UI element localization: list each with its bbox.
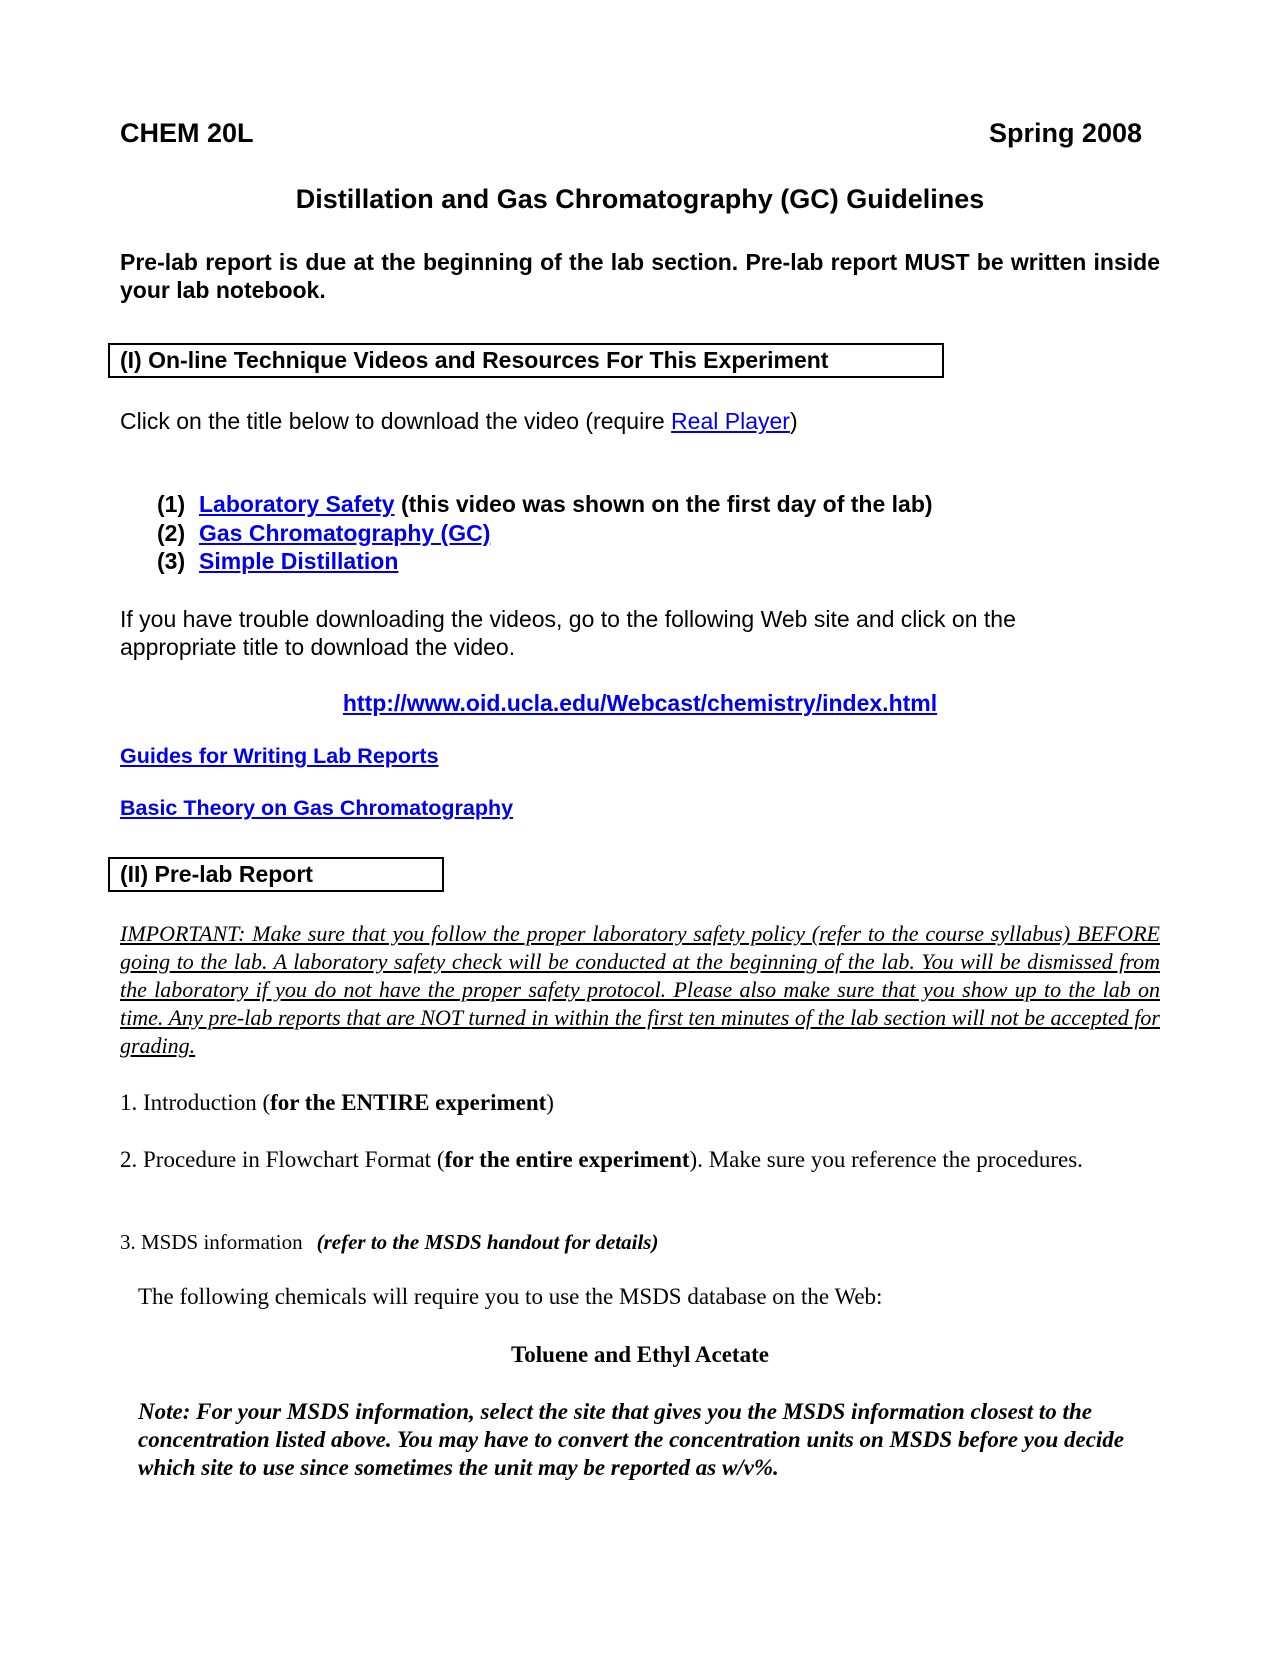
item-text: 2. Procedure in Flowchart Format ( (120, 1147, 445, 1172)
prelab-item-msds (120, 1230, 658, 1255)
video-link-laboratory-safety[interactable]: Laboratory Safety (199, 491, 395, 517)
item-emphasis: for the ENTIRE experiment (270, 1090, 547, 1115)
course-code: CHEM 20L (120, 118, 254, 148)
list-item (157, 519, 933, 548)
prelab-notice: Pre-lab report is due at the beginning of the lab section. Pre-lab report MUST be written inside your lab notebook. (120, 249, 1160, 303)
item-text-end: ). Make sure you reference the procedures. (689, 1147, 1083, 1172)
term-label: Spring 2008 (988, 118, 1142, 148)
list-item-note: (this video was shown on the first day of the lab) (394, 491, 933, 517)
download-instruction-close: ) (789, 408, 798, 434)
important-note: IMPORTANT: Make sure that you follow the proper laboratory safety policy (refer to the course syllabus) BEFORE going to the lab. A laboratory safety check will be conducted at the beginning of the lab. You will be dismissed from the laboratory if you do not have the proper safety protocol. Please also make sure that you show up to the lab on time. Any pre-lab reports that are NOT turned in within the first ten minutes of the lab section will not be accepted for grading. (120, 921, 1160, 1058)
list-item (157, 490, 933, 519)
chemicals-list: Toluene and Ethyl Acetate (511, 1342, 769, 1367)
theory-link-container (120, 796, 513, 821)
document-title: Distillation and Gas Chromatography (GC) Guidelines (295, 184, 985, 214)
webcast-url-container (0, 690, 1280, 717)
download-instruction-text: Click on the title below to download the video (require (120, 408, 672, 434)
trouble-text: If you have trouble downloading the videos, go to the following Web site and click on the appropriate title to download the video. (120, 606, 1016, 660)
section-heading-videos: (I) On-line Technique Videos and Resources For This Experiment (108, 343, 944, 378)
item-emphasis: for the entire experiment (444, 1147, 690, 1172)
msds-intro: The following chemicals will require you to use the MSDS database on the Web: (138, 1284, 883, 1309)
section-heading-prelab: (II) Pre-lab Report (108, 857, 444, 892)
list-item-number: (3) (157, 548, 186, 574)
real-player-link[interactable]: Real Player (671, 408, 790, 434)
video-link-simple-distillation[interactable]: Simple Distillation (199, 548, 399, 574)
theory-link[interactable]: Basic Theory on Gas Chromatography (120, 796, 514, 820)
guides-link[interactable]: Guides for Writing Lab Reports (120, 744, 439, 768)
item-text: 1. Introduction ( (120, 1090, 271, 1115)
webcast-url-link[interactable]: http://www.oid.ucla.edu/Webcast/chemistry/index.html (342, 690, 938, 716)
video-link-gas-chromatography[interactable]: Gas Chromatography (GC) (199, 519, 491, 546)
list-item-number: (2) (157, 519, 186, 546)
item-text-end: ) (546, 1090, 554, 1115)
msds-note: Note: For your MSDS information, select the site that gives you the MSDS information closest to the concentration listed above. You may have to convert the concentration units on MSDS before you decide which site to use since sometimes the unit may be reported as w/v%. (138, 1399, 1125, 1480)
prelab-item-procedure (120, 1146, 1120, 1174)
prelab-item-introduction (120, 1090, 554, 1116)
guides-link-container (120, 744, 439, 769)
item-text: 3. MSDS information (120, 1230, 303, 1254)
video-list (157, 490, 933, 576)
item-hint: (refer to the MSDS handout for details) (316, 1230, 659, 1254)
list-item-number: (1) (157, 491, 186, 517)
list-item (157, 547, 933, 576)
download-instruction (120, 408, 798, 435)
